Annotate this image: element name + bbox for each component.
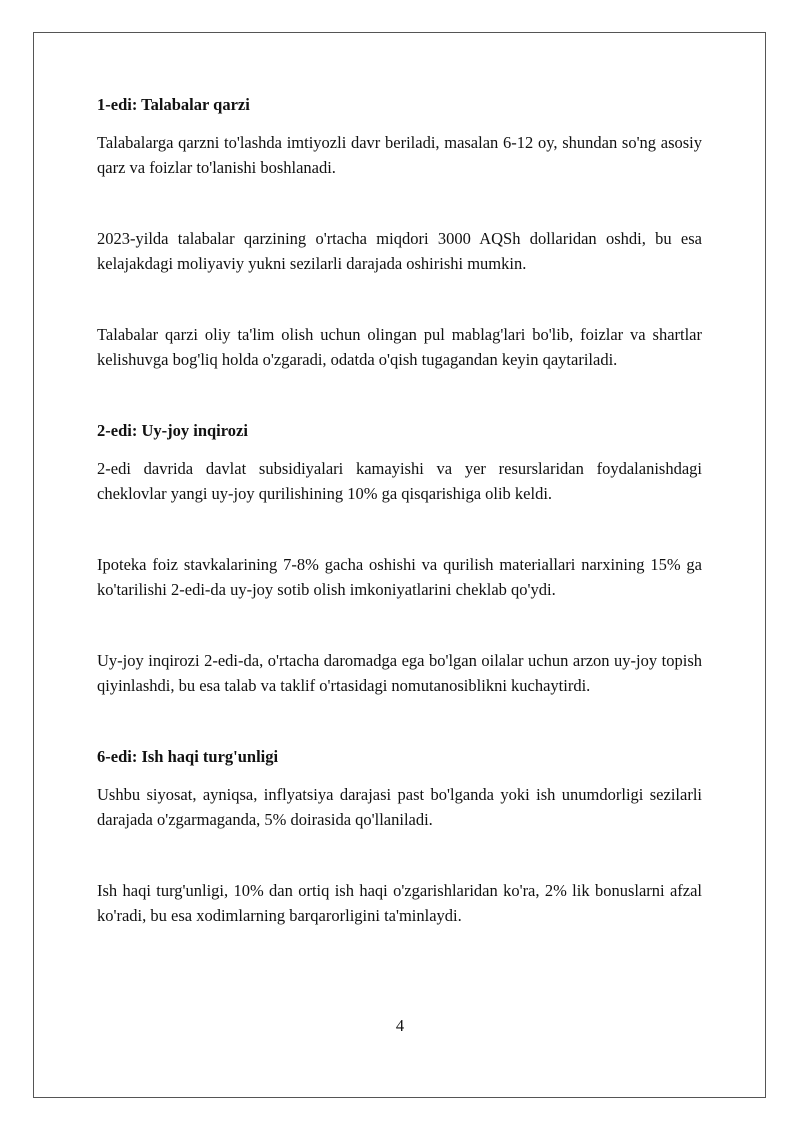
- section-heading: 1-edi: Talabalar qarzi: [97, 95, 250, 114]
- paragraph: 2023-yilda talabalar qarzining o'rtacha miqdori 3000 AQSh dollaridan oshdi, bu esa kelajakdagi moliyaviy yukni sezilarli darajada oshirishi mumkin.: [97, 229, 702, 273]
- section-wage-stagnation: [97, 745, 702, 928]
- section-heading: 6-edi: Ish haqi turg'unligi: [97, 747, 279, 766]
- section-student-debt: [97, 93, 702, 372]
- paragraph: Uy-joy inqirozi 2-edi-da, o'rtacha daromadga ega bo'lgan oilalar uchun arzon uy-joy topish qiyinlashdi, bu esa talab va taklif o'rtasidagi nomutanosiblikni kuchaytirdi.: [97, 651, 702, 695]
- section-housing-crisis: [97, 419, 702, 698]
- document-body: [97, 93, 702, 928]
- paragraph: Ushbu siyosat, ayniqsa, inflyatsiya darajasi past bo'lganda yoki ish unumdorligi sezilarli darajada o'zgarmaganda, 5% doirasida qo'llaniladi.: [97, 785, 702, 829]
- paragraph: 2-edi davrida davlat subsidiyalari kamayishi va yer resurslaridan foydalanishdagi cheklovlar yangi uy-joy qurilishining 10% ga qisqarishiga olib keldi.: [97, 459, 702, 503]
- paragraph: Talabalarga qarzni to'lashda imtiyozli davr beriladi, masalan 6-12 oy, shundan so'ng asosiy qarz va foizlar to'lanishi boshlanadi.: [97, 133, 702, 177]
- paragraph: Ish haqi turg'unligi, 10% dan ortiq ish haqi o'zgarishlaridan ko'ra, 2% lik bonuslarni afzal ko'radi, bu esa xodimlarning barqarorligini ta'minlaydi.: [97, 881, 702, 925]
- section-heading: 2-edi: Uy-joy inqirozi: [97, 421, 248, 440]
- paragraph: Talabalar qarzi oliy ta'lim olish uchun olingan pul mablag'lari bo'lib, foizlar va shartlar kelishuvga bog'liq holda o'zgaradi, odatda o'qish tugagandan keyin qaytariladi.: [97, 325, 702, 369]
- page-number: 4: [395, 1016, 405, 1035]
- paragraph: Ipoteka foiz stavkalarining 7-8% gacha oshishi va qurilish materiallari narxining 15% ga ko'tarilishi 2-edi-da uy-joy sotib olish imkoniyatlarini cheklab qo'ydi.: [97, 555, 702, 599]
